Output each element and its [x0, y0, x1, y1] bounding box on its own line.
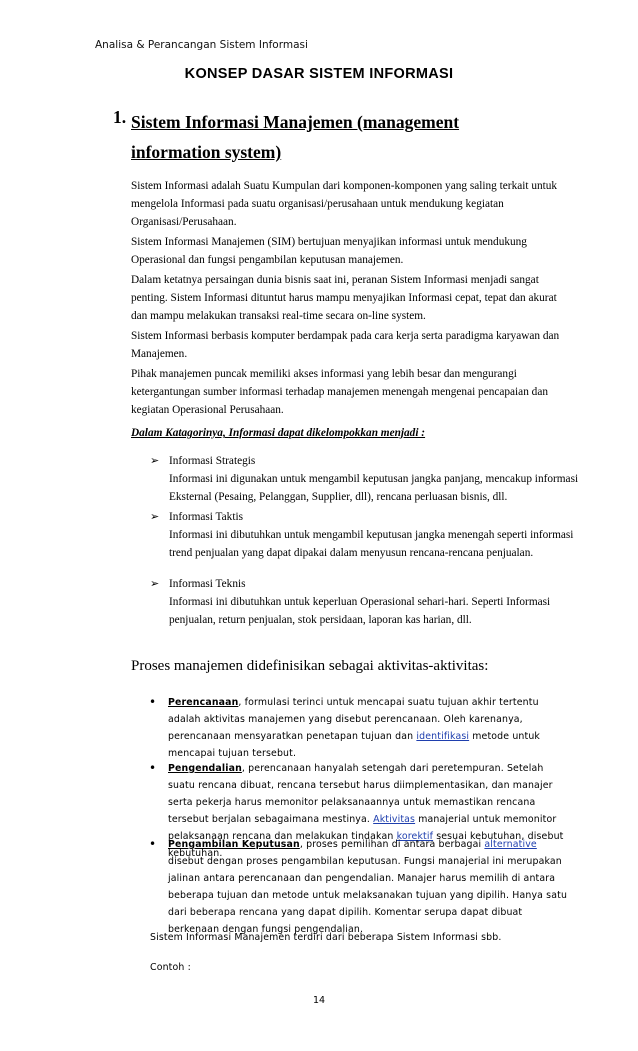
arrow-bullet-icon: ➢	[150, 510, 160, 523]
category-name: Informasi Strategis	[169, 455, 256, 467]
page-title: KONSEP DASAR SISTEM INFORMASI	[184, 66, 454, 82]
page-number: 14	[312, 995, 326, 1006]
category-description: Informasi ini digunakan untuk mengambil keputusan jangka panjang, mencakup informasi Eksternal (Pesaing, Pelanggan, Supplier, dll), rencana perluasan bisnis, dll.	[169, 473, 579, 503]
activity-item	[168, 836, 568, 938]
example-label: Contoh :	[150, 962, 191, 973]
paragraph: Dalam ketatnya persaingan dunia bisnis saat ini, peranan Sistem Informasi menjadi sangat penting. Sistem Informasi dituntut harus mampu menyajikan Informasi cepat, tepat dan akurat dan mampu melakukan transaksi real-time secara on-line system.	[131, 274, 557, 322]
category-name: Informasi Teknis	[169, 578, 246, 590]
category-item	[169, 508, 579, 562]
closing-text: Sistem Informasi Manajemen terdiri dari beberapa Sistem Informasi sbb.	[150, 932, 502, 943]
section-heading: Sistem Informasi Manajemen (management information system)	[131, 112, 460, 162]
activity-text: manajerial untuk memonitor pelaksanaan rencana dan melakukan tindakan	[168, 814, 557, 842]
bullet-dot-icon: •	[149, 837, 157, 851]
category-description: Informasi ini dibutuhkan untuk mengambil keputusan jangka menengah seperti informasi trend penjualan yang dapat dipakai dalam menyusun rencana-rencana penjualan.	[169, 529, 574, 559]
wiki-link[interactable]: korektif	[396, 831, 434, 842]
activity-item	[168, 694, 568, 762]
category-name: Informasi Taktis	[169, 511, 243, 523]
category-description: Informasi ini dibutuhkan untuk keperluan Operasional sehari-hari. Seperti Informasi penjualan, return penjualan, stok persidaan, laporan kas harian, dll.	[169, 596, 551, 626]
bullet-dot-icon: •	[149, 761, 157, 775]
categories-heading: Dalam Katagorinya, Informasi dapat dikelompokkan menjadi :	[131, 427, 426, 439]
arrow-bullet-icon: ➢	[150, 577, 160, 590]
paragraph: Sistem Informasi Manajemen (SIM) bertujuan menyajikan informasi untuk mendukung Operasional dan fungsi pengambilan keputusan manajemen.	[131, 236, 527, 266]
bullet-dot-icon: •	[149, 695, 157, 709]
paragraph: Sistem Informasi berbasis komputer berdampak pada cara kerja serta paradigma karyawan dan Manajemen.	[131, 330, 560, 360]
activity-text: , perencanaan hanyalah setengah dari peretempuran. Setelah suatu rencana dibuat, rencana tersebut harus diimplementasikan, dan manajer serta pekerja harus memonitor pelaksanaannya untuk memastikan rencana tersebut berjalan sebagaimana mestinya.	[168, 763, 553, 825]
section-number: 1.	[113, 107, 127, 127]
wiki-link[interactable]: identifikasi	[416, 731, 470, 742]
wiki-link[interactable]: Aktivitas	[373, 814, 416, 825]
paragraph: Pihak manajemen puncak memiliki akses informasi yang lebih besar dan mengurangi ketergantungan sumber informasi terhadap manajemen menengah mengenai pencapaian dan kegiatan Operasional Perusahaan.	[131, 368, 548, 416]
category-item	[169, 575, 579, 629]
activity-term: Pengambilan Keputusan	[168, 839, 300, 850]
activity-text: sesuai kebutuhan, disebut kebutuhan.	[168, 831, 564, 859]
activity-term: Pengendalian	[168, 763, 242, 774]
activity-term: Perencanaan	[168, 697, 239, 708]
activity-text: , formulasi terinci untuk mencapai suatu tujuan akhir tertentu adalah aktivitas manajemen yang disebut perencanaan. Oleh karenanya, perencanaan mensyaratkan penetapan tujuan dan	[168, 697, 539, 742]
wiki-link[interactable]: alternative	[484, 839, 537, 850]
category-item	[169, 452, 579, 506]
process-heading: Proses manajemen didefinisikan sebagai aktivitas-aktivitas:	[131, 658, 489, 674]
paragraph: Sistem Informasi adalah Suatu Kumpulan dari komponen-komponen yang saling terkait untuk mengelola Informasi pada suatu organisasi/perusahaan untuk mendukung kegiatan Organisasi/Perusahaan.	[131, 180, 558, 228]
arrow-bullet-icon: ➢	[150, 454, 160, 467]
running-header: Analisa & Perancangan Sistem Informasi	[95, 39, 308, 51]
activity-text: , proses pemilihan di antara berbagai	[299, 839, 485, 850]
activity-text: metode untuk mencapai tujuan tersebut.	[168, 731, 540, 759]
activity-text: disebut dengan proses pengambilan keputusan. Fungsi manajerial ini merupakan jalinan antara perencanaan dan pengendalian. Manajer harus memilih di antara beberapa tujuan dan metode untuk melaksanakan tujuan yang dipilih. Hanya satu dari beberapa rencana yang dapat dipilih. Komentar serupa dapat dibuat berkenaan dengan fungsi pengendalian.	[168, 856, 568, 935]
